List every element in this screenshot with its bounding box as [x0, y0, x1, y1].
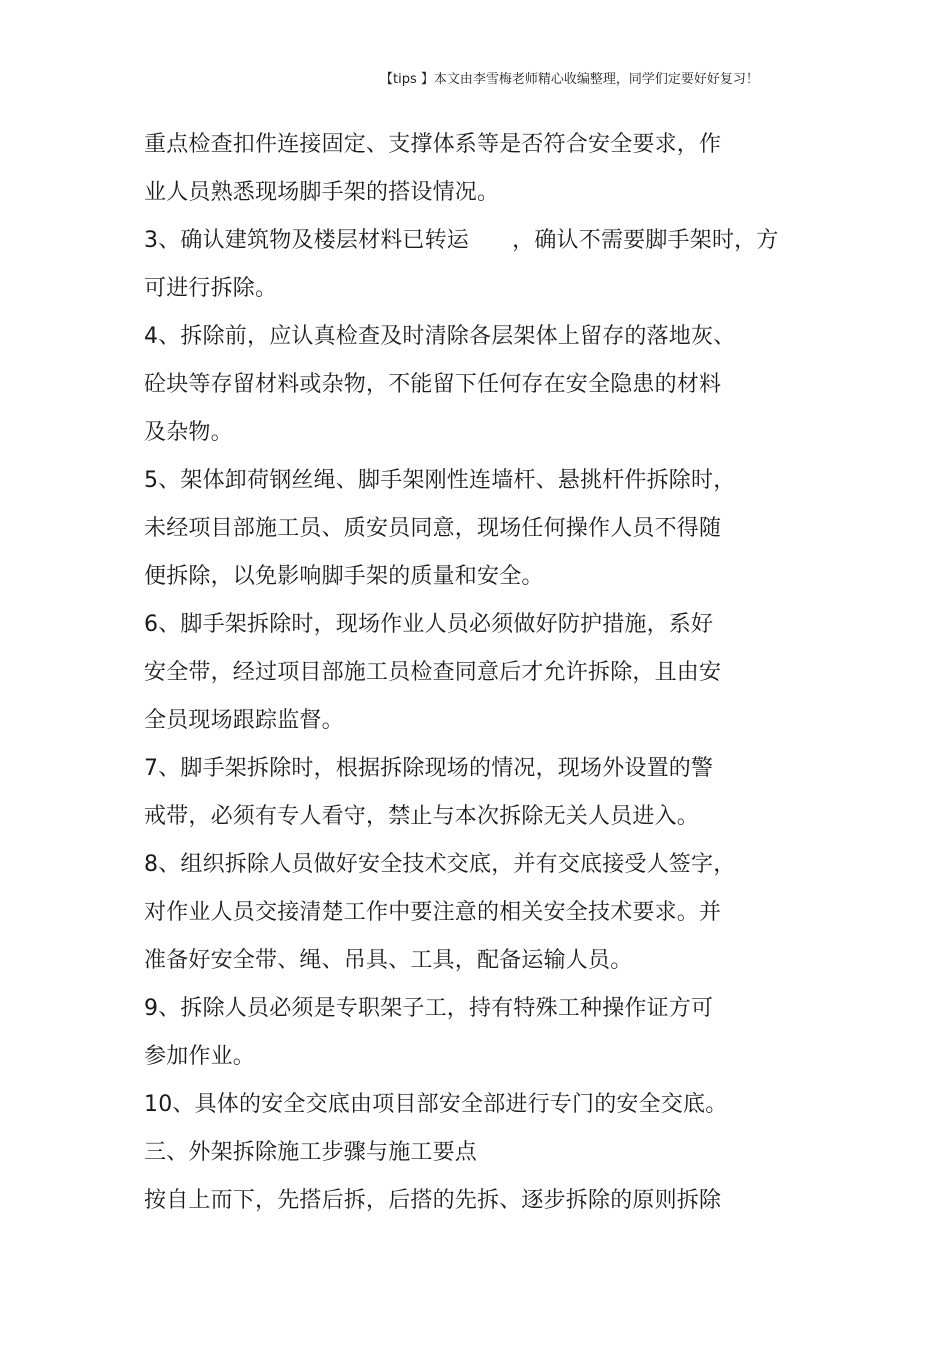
- text-line: 对作业人员交接清楚工作中要注意的相关安全技术要求。并: [144, 900, 722, 925]
- text-line: 及杂物。: [144, 420, 233, 445]
- text-line: 准备好安全带、绳、吊具、工具，配备运输人员。: [144, 948, 633, 973]
- text-line: 5、架体卸荷钢丝绳、脚手架刚性连墙杆、悬挑杆件拆除时，: [144, 468, 736, 493]
- text-line: 未经项目部施工员、质安员同意，现场任何操作人员不得随: [144, 516, 722, 541]
- text-line: 8、组织拆除人员做好安全技术交底，并有交底接受人签字，: [144, 852, 736, 877]
- header-tips: 【tips 】本文由李雪梅老师精心收编整理，同学们定要好好复习！: [380, 72, 759, 87]
- text-line: 砼块等存留材料或杂物，不能留下任何存在安全隐患的材料: [144, 372, 722, 397]
- text-line: 按自上而下，先搭后拆，后搭的先拆、逐步拆除的原则拆除: [144, 1188, 722, 1213]
- text-line: 6、脚手架拆除时，现场作业人员必须做好防护措施，系好: [144, 612, 714, 637]
- text-line: 4、拆除前，应认真检查及时清除各层架体上留存的落地灰、: [144, 324, 736, 349]
- text-line: 便拆除，以免影响脚手架的质量和安全。: [144, 564, 544, 589]
- document-body: [144, 121, 804, 1225]
- text-line: 9、拆除人员必须是专职架子工，持有特殊工种操作证方可: [144, 996, 714, 1021]
- section-heading: 三、外架拆除施工步骤与施工要点: [144, 1140, 478, 1165]
- text-line: 参加作业。: [144, 1044, 256, 1069]
- text-line: 重点检查扣件连接固定、支撑体系等是否符合安全要求，作: [144, 132, 722, 157]
- text-line: 安全带，经过项目部施工员检查同意后才允许拆除，且由安: [144, 660, 722, 685]
- text-line: 全员现场跟踪监督。: [144, 708, 344, 733]
- text-line: 可进行拆除。: [144, 276, 278, 301]
- text-line: 3、确认建筑物及楼层材料已转运 ，确认不需要脚手架时，方: [144, 228, 779, 253]
- text-line: 10、具体的安全交底由项目部安全部进行专门的安全交底。: [144, 1092, 728, 1117]
- text-line: 戒带，必须有专人看守，禁止与本次拆除无关人员进入。: [144, 804, 700, 829]
- text-line: 业人员熟悉现场脚手架的搭设情况。: [144, 180, 500, 205]
- text-line: 7、脚手架拆除时，根据拆除现场的情况，现场外设置的警: [144, 756, 714, 781]
